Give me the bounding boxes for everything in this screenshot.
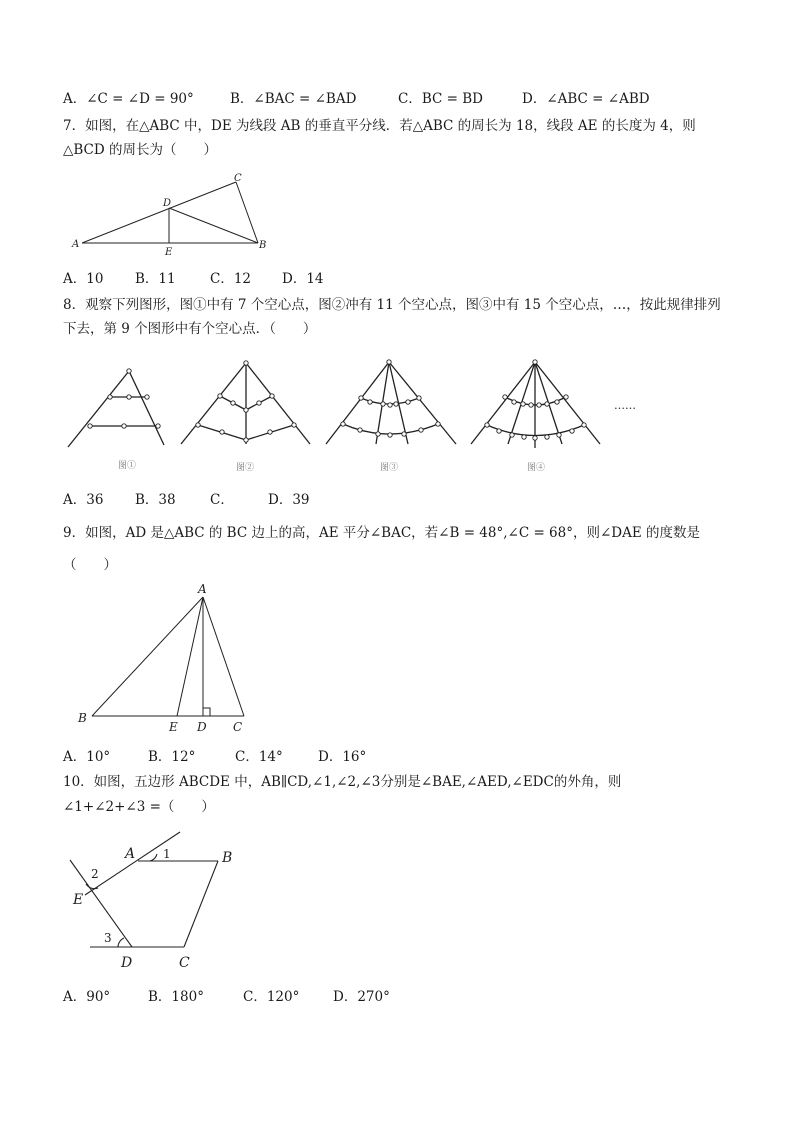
q7-stem-line1: 7．如图，在△ABC 中，DE 为线段 AB 的垂直平分线．若△ABC 的周长为 18，线段 AE 的长度为 4，则 (63, 118, 696, 134)
q8-stem-line2: 下去，第 9 个图形中有个空心点．（ ） (63, 321, 317, 337)
q9-label-a: A (198, 582, 207, 596)
q10-option-c: C．120° (243, 989, 300, 1005)
q6-option-d: D．∠ABC = ∠ABD (522, 91, 650, 107)
q6-option-a: A．∠C = ∠D = 90° (63, 91, 194, 107)
q8-ellipsis: …… (614, 399, 636, 412)
q7-label-e: E (165, 247, 173, 258)
q7-label-a: A (72, 239, 80, 250)
q10-angle-3: 3 (104, 931, 112, 945)
q10-option-d: D．270° (333, 989, 390, 1005)
q10-stem-line2: ∠1+∠2+∠3 =（ ） (63, 799, 215, 815)
q7-option-c: C．12 (210, 271, 252, 287)
q8-caption-4: 图④ (527, 463, 546, 473)
q8-caption-2: 图② (236, 463, 255, 473)
q10-option-b: B．180° (148, 989, 204, 1005)
q10-option-a: A．90° (63, 989, 111, 1005)
q8-option-c: C． (210, 492, 234, 508)
q7-label-d: D (163, 198, 172, 209)
q9-stem-line2: （ ） (63, 557, 117, 573)
q7-label-c: C (234, 173, 242, 184)
q8-stem-line1: 8．观察下列图形，图①中有 7 个空心点，图②冲有 11 个空心点，图③中有 15 个空心点，…，按此规律排列 (63, 297, 721, 313)
q9-stem-line1: 9．如图，AD 是△ABC 的 BC 边上的高，AE 平分∠BAC，若∠B = 48°,∠C = 68°，则∠DAE 的度数是 (63, 525, 701, 541)
q9-option-a: A．10° (63, 749, 111, 765)
q9-option-b: B．12° (148, 749, 196, 765)
q10-label-e: E (73, 892, 84, 908)
q7-option-d: D．14 (282, 271, 324, 287)
q7-label-b: B (259, 240, 267, 251)
q8-caption-3: 图③ (380, 463, 399, 473)
q8-option-b: B．38 (135, 492, 176, 508)
q10-label-a: A (125, 846, 136, 862)
q10-label-c: C (179, 955, 190, 971)
q6-option-c: C．BC = BD (398, 91, 483, 107)
q9-option-c: C．14° (235, 749, 283, 765)
q7-option-a: A．10 (63, 271, 104, 287)
q9-label-b: B (78, 711, 87, 725)
q9-label-e: E (169, 720, 178, 734)
q9-label-c: C (233, 720, 243, 734)
q6-option-b: B．∠BAC = ∠BAD (230, 91, 357, 107)
q10-angle-1: 1 (163, 847, 171, 861)
q9-option-d: D．16° (318, 749, 367, 765)
q10-angle-2: 2 (91, 867, 99, 881)
q9-label-d: D (197, 720, 207, 734)
q7-stem-line2: △BCD 的周长为（ ） (63, 142, 217, 158)
q10-label-b: B (222, 850, 233, 866)
q10-stem-line1: 10．如图，五边形 ABCDE 中，AB∥CD,∠1,∠2,∠3分别是∠BAE,∠AED,∠EDC的外角，则 (63, 774, 622, 790)
q8-option-a: A．36 (63, 492, 104, 508)
q8-caption-1: 图① (118, 461, 137, 471)
q10-label-d: D (121, 955, 133, 971)
q8-option-d: D．39 (268, 492, 310, 508)
q7-option-b: B．11 (135, 271, 176, 287)
